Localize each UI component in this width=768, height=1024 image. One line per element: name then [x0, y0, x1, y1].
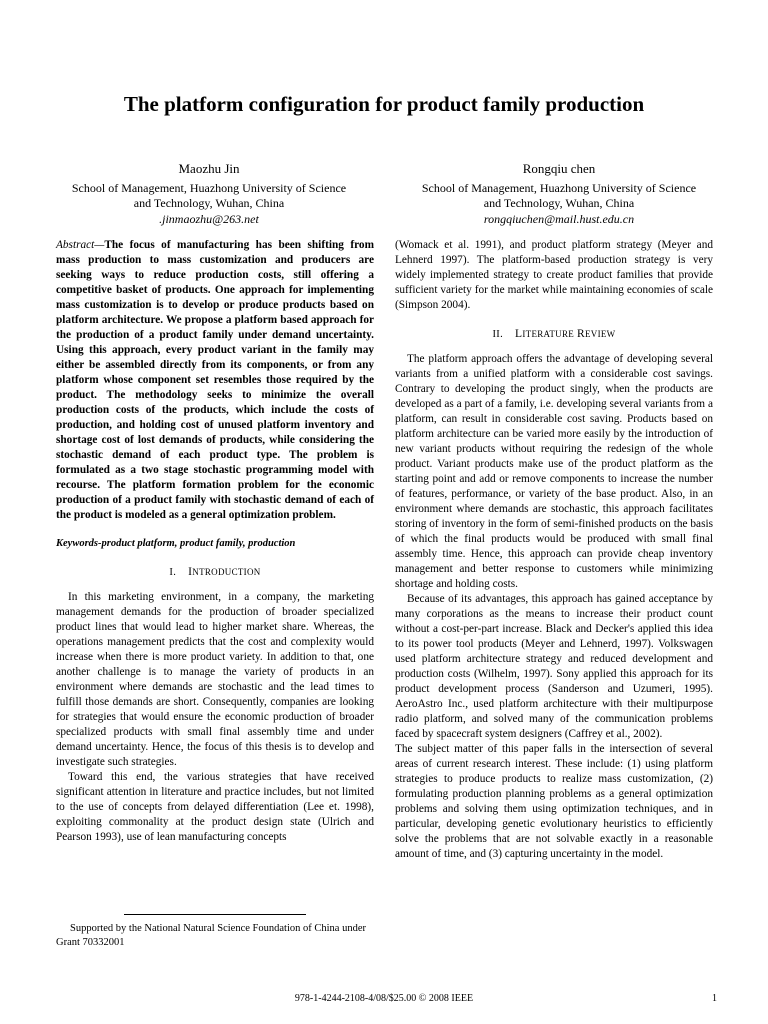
author-block-1: [44, 161, 374, 227]
author-name: Maozhu Jin: [178, 161, 240, 176]
page-number: 1: [712, 993, 717, 1004]
paragraph: The subject matter of this paper falls in the intersection of several areas of current research interest. These include: (1) using platform strategies to produce products to realize mass customization, (2) formulating production planning problems as a general optimization problems and solving them using optimization techniques, and in particular, developing genetic evolutionary heuristics to efficiently solve the problems that are not solvable exactly in a reasonable amount of time, and (3) capturing uncertainty in the model.: [395, 743, 713, 860]
paragraph: (Womack et al. 1991), and product platform strategy (Meyer and Lehnerd 1997). The platform-based production strategy is very widely implemented strategy to create product families that provide sufficient variety for the market while maintaining economies of scale (Simpson 2004).: [395, 239, 713, 311]
author-affiliation: School of Management, Huazhong University of Science: [71, 180, 347, 195]
section-heading-introduction: I. INTRODUCTION: [169, 566, 261, 578]
author-name: Rongqiu chen: [522, 161, 596, 176]
paragraph: In this marketing environment, in a company, the marketing management demands for the production of broader specialized product lines that would lead to higher market share. Whereas, the operations management predicts that the cost and complexity would increase when there is more product variety. In addition to that, one another challenge is to manage the variety of products in an environment where demands are stochastic and the lead times to fulfill those demands are short. Consequently, companies are looking for strategies that would ensure the economic production of broader specialized products with small final assembly time and under demand uncertainty. Hence, the focus of this thesis is to develop and investigate such strategies.: [56, 591, 374, 768]
section-heading-literature-review: II. LITERATURE REVIEW: [492, 328, 616, 340]
abstract-text: The focus of manufacturing has been shifting from mass production to mass customization and producers are seeking ways to reduce production costs, still offering a competitive basket of products. One approach for implementing mass customization is to develop or produce products based on platform architecture. We propose a platform based approach for the production of a product family under demand uncertainty. Using this approach, every product variant in the family may either be assembled directly from its components, or from any platform whose component set resembles those required by the product. The methodology seeks to minimize the overall production costs of the products, which include the costs of production, and holding cost of unused platform inventory and shortage cost of lost demands of products, while considering the stochastic demand of each product type. The problem is formulated as a two stage stochastic programming model with recourse. The platform formation problem for the economic production of a product family with stochastic demand of each of the product is modeled as a general optimization problem.: [56, 239, 374, 521]
author-email: .jinmaozhu@263.net: [159, 211, 259, 226]
right-column: [395, 238, 713, 862]
copyright-footer: 978-1-4244-2108-4/08/$25.00 © 2008 IEEE: [294, 993, 474, 1004]
author-affiliation: and Technology, Wuhan, China: [133, 196, 285, 210]
left-column: [56, 238, 374, 845]
author-block-2: [394, 161, 724, 227]
footnote: Supported by the National Natural Science Foundation of China under Grant 70332001: [56, 923, 366, 948]
section-number: II.: [492, 329, 504, 340]
abstract: [56, 238, 374, 523]
paragraph: Toward this end, the various strategies that have received significant attention in literature and practice includes, but not limited to the use of concepts from delayed differentiation (Lee et. 1998), exploiting commonality at the product design state (Ulrich and Pearson 1993), use of lean manufacturing concepts: [56, 771, 374, 843]
author-affiliation: and Technology, Wuhan, China: [483, 196, 635, 210]
keywords: Keywords-product platform, product family, production: [56, 538, 296, 549]
paragraph: Because of its advantages, this approach has gained acceptance by many corporations as the means to increase their product count without a cost-per-part increase. Black and Decker's applied this idea to its power tool products (Meyer and Lehnerd, 1997). Volkswagen used platform architecture strategy and reduced development and production costs (Wilhelm, 1997). Sony applied this approach for its product development process (Sanderson and Uzumeri, 1995). AeroAstro Inc., used platform architecture with their multipurpose radio platform, and solved many of the communication problems faced by spacecraft system designers (Caffrey et al., 2002).: [395, 593, 713, 740]
footnote-divider: [124, 914, 306, 915]
paragraph: The platform approach offers the advantage of developing several variants from a unified platform with a considerable cost savings. Contrary to developing the product singly, when the products are developed as a part of a family, i.e. developing several variants from a platform, can result in considerable cost saving. Products based on platform architecture can be varied more easily by the introduction of new variant products without requiring the redesign of the whole product. Variant products make use of the product platform as the starting point and add or remove components to increase the number of features, performance, or variety of the base product. Also, in an environment where demands are stochastic, this approach facilitates storing of inventory in the form of semi-finished products on the basis of which the final products would be produced with small final assembly time. Hence, this approach can provide cheap inventory management and better response to customers while minimizing shortage and holding costs.: [395, 353, 713, 590]
author-affiliation: School of Management, Huazhong University of Science: [421, 180, 697, 195]
author-email: rongqiuchen@mail.hust.edu.cn: [483, 211, 635, 226]
paper-title: The platform configuration for product family production: [123, 92, 645, 116]
section-number: I.: [169, 567, 177, 578]
abstract-label: Abstract—: [56, 239, 105, 251]
